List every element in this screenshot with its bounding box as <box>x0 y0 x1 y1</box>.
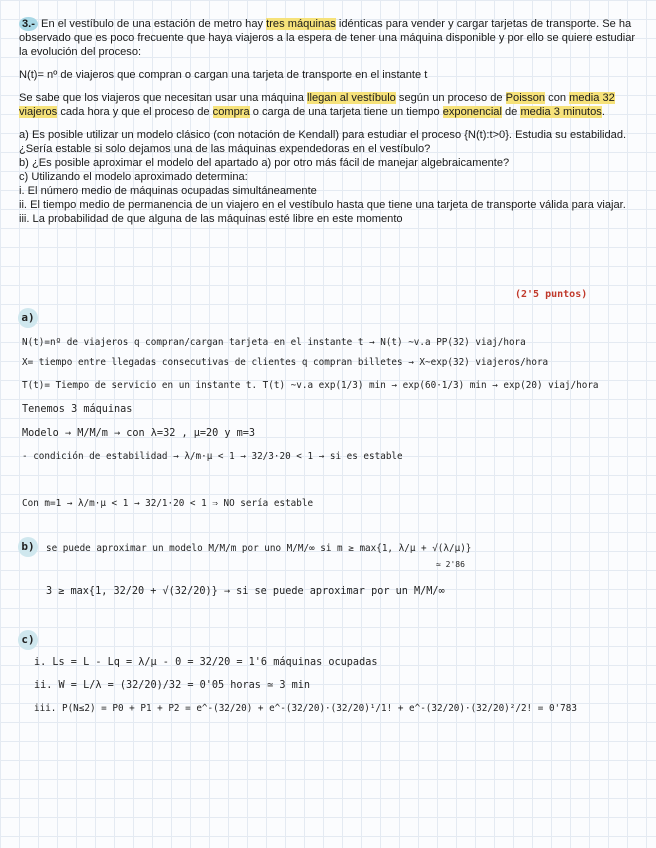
highlight: tres máquinas <box>266 18 336 30</box>
answer-a-label: a) <box>18 308 38 328</box>
question-c-ii: ii. El tiempo medio de permanencia de un viajero en el vestíbulo hasta que tiene una tarjeta de transporte válida para viajar. <box>19 199 626 211</box>
highlight: media 3 minutos <box>520 106 602 118</box>
answer-a-line-3: T(t)= Tiempo de servicio en un instante t. T(t) ~v.a exp(1/3) min → exp(60·1/3) min → exp(20) viaj/hora <box>22 380 599 391</box>
problem-statement <box>19 17 639 226</box>
answer-c-line-3: iii. P(N≤2) = P0 + P1 + P2 = e^-(32/20) + e^-(32/20)·(32/20)¹/1! + e^-(32/20)·(32/20)²/2! = 0'783 <box>34 703 577 714</box>
highlight: Poisson <box>505 92 546 104</box>
question-c-iii: iii. La probabilidad de que alguna de las máquinas esté libre en este momento <box>19 213 403 225</box>
points-label: (2'5 puntos) <box>515 289 588 300</box>
answer-a-line-5: Modelo → M/M/m → con λ=32 , μ=20 y m=3 <box>22 428 256 439</box>
answer-a-line-6: - condición de estabilidad → λ/m·μ < 1 → 32/3·20 < 1 → si es estable <box>22 451 403 462</box>
answer-a-line-1: N(t)=nº de viajeros q compran/cargan tarjeta en el instante t → N(t) ~v.a PP(32) viaj/hora <box>22 337 526 348</box>
answer-a-line-4: Tenemos 3 máquinas <box>22 404 133 415</box>
answer-c-label: c) <box>18 630 38 650</box>
answer-c-line-2: ii. W = L/λ = (32/20)/32 = 0'05 horas ≃ 3 min <box>34 680 311 691</box>
question-a: a) Es posible utilizar un modelo clásico (con notación de Kendall) para estudiar el proceso {N(t):t>0}. Estudia su estabilidad. ¿Sería estable si solo dejamos una de las máquinas expendedoras en el vestíbulo? <box>19 129 627 155</box>
statement-paragraph-2: N(t)= nº de viajeros que compran o cargan una tarjeta de transporte en el instante t <box>19 69 428 81</box>
question-c-i: i. El número medio de máquinas ocupadas simultáneamente <box>19 185 317 197</box>
highlight: llegan al vestíbulo <box>307 92 396 104</box>
question-c: c) Utilizando el modelo aproximado determina: <box>19 171 248 183</box>
answer-a-line-2: X= tiempo entre llegadas consecutivas de clientes q compran billetes → X~exp(32) viajeros/hora <box>22 357 549 368</box>
answer-c-line-1: i. Ls = L - Lq = λ/μ - 0 = 32/20 = 1'6 máquinas ocupadas <box>34 657 378 668</box>
answer-b-line-1: se puede aproximar un modelo M/M/m por uno M/M/∞ si m ≥ max{1, λ/μ + √(λ/μ)} <box>46 543 472 554</box>
answer-b-label: b) <box>18 537 38 557</box>
question-b: b) ¿Es posible aproximar el modelo del apartado a) por otro más fácil de manejar algebraicamente? <box>19 157 510 169</box>
highlight: compra <box>212 106 250 118</box>
answer-b-line-2: 3 ≥ max{1, 32/20 + √(32/20)} → si se puede aproximar por un M/M/∞ <box>46 586 445 597</box>
highlight: media 32 viajeros <box>19 92 615 118</box>
problem-number: 3.- <box>19 17 38 31</box>
highlight: exponencial <box>442 106 502 118</box>
statement-paragraph-3: Se sabe que los viajeros que necesitan usar una máquina llegan al vestíbulo según un proceso de Poisson con media 32 viajeros cada hora y que el proceso de compra o carga de una tarjeta tiene un tiempo exponencial de media 3 minutos. <box>19 92 615 118</box>
answer-b-note: ≃ 2'86 <box>436 560 465 569</box>
answer-a-line-7: Con m=1 → λ/m·μ < 1 → 32/1·20 < 1 ⇒ NO sería estable <box>22 498 314 509</box>
statement-paragraph-1: 3.- En el vestíbulo de una estación de metro hay tres máquinas idénticas para vender y cargar tarjetas de transporte. Se ha observado que es poco frecuente que haya viajeros a la espera de tener una máquina disponible y por ello se quiere estudiar la evolución del proceso: <box>19 18 636 58</box>
